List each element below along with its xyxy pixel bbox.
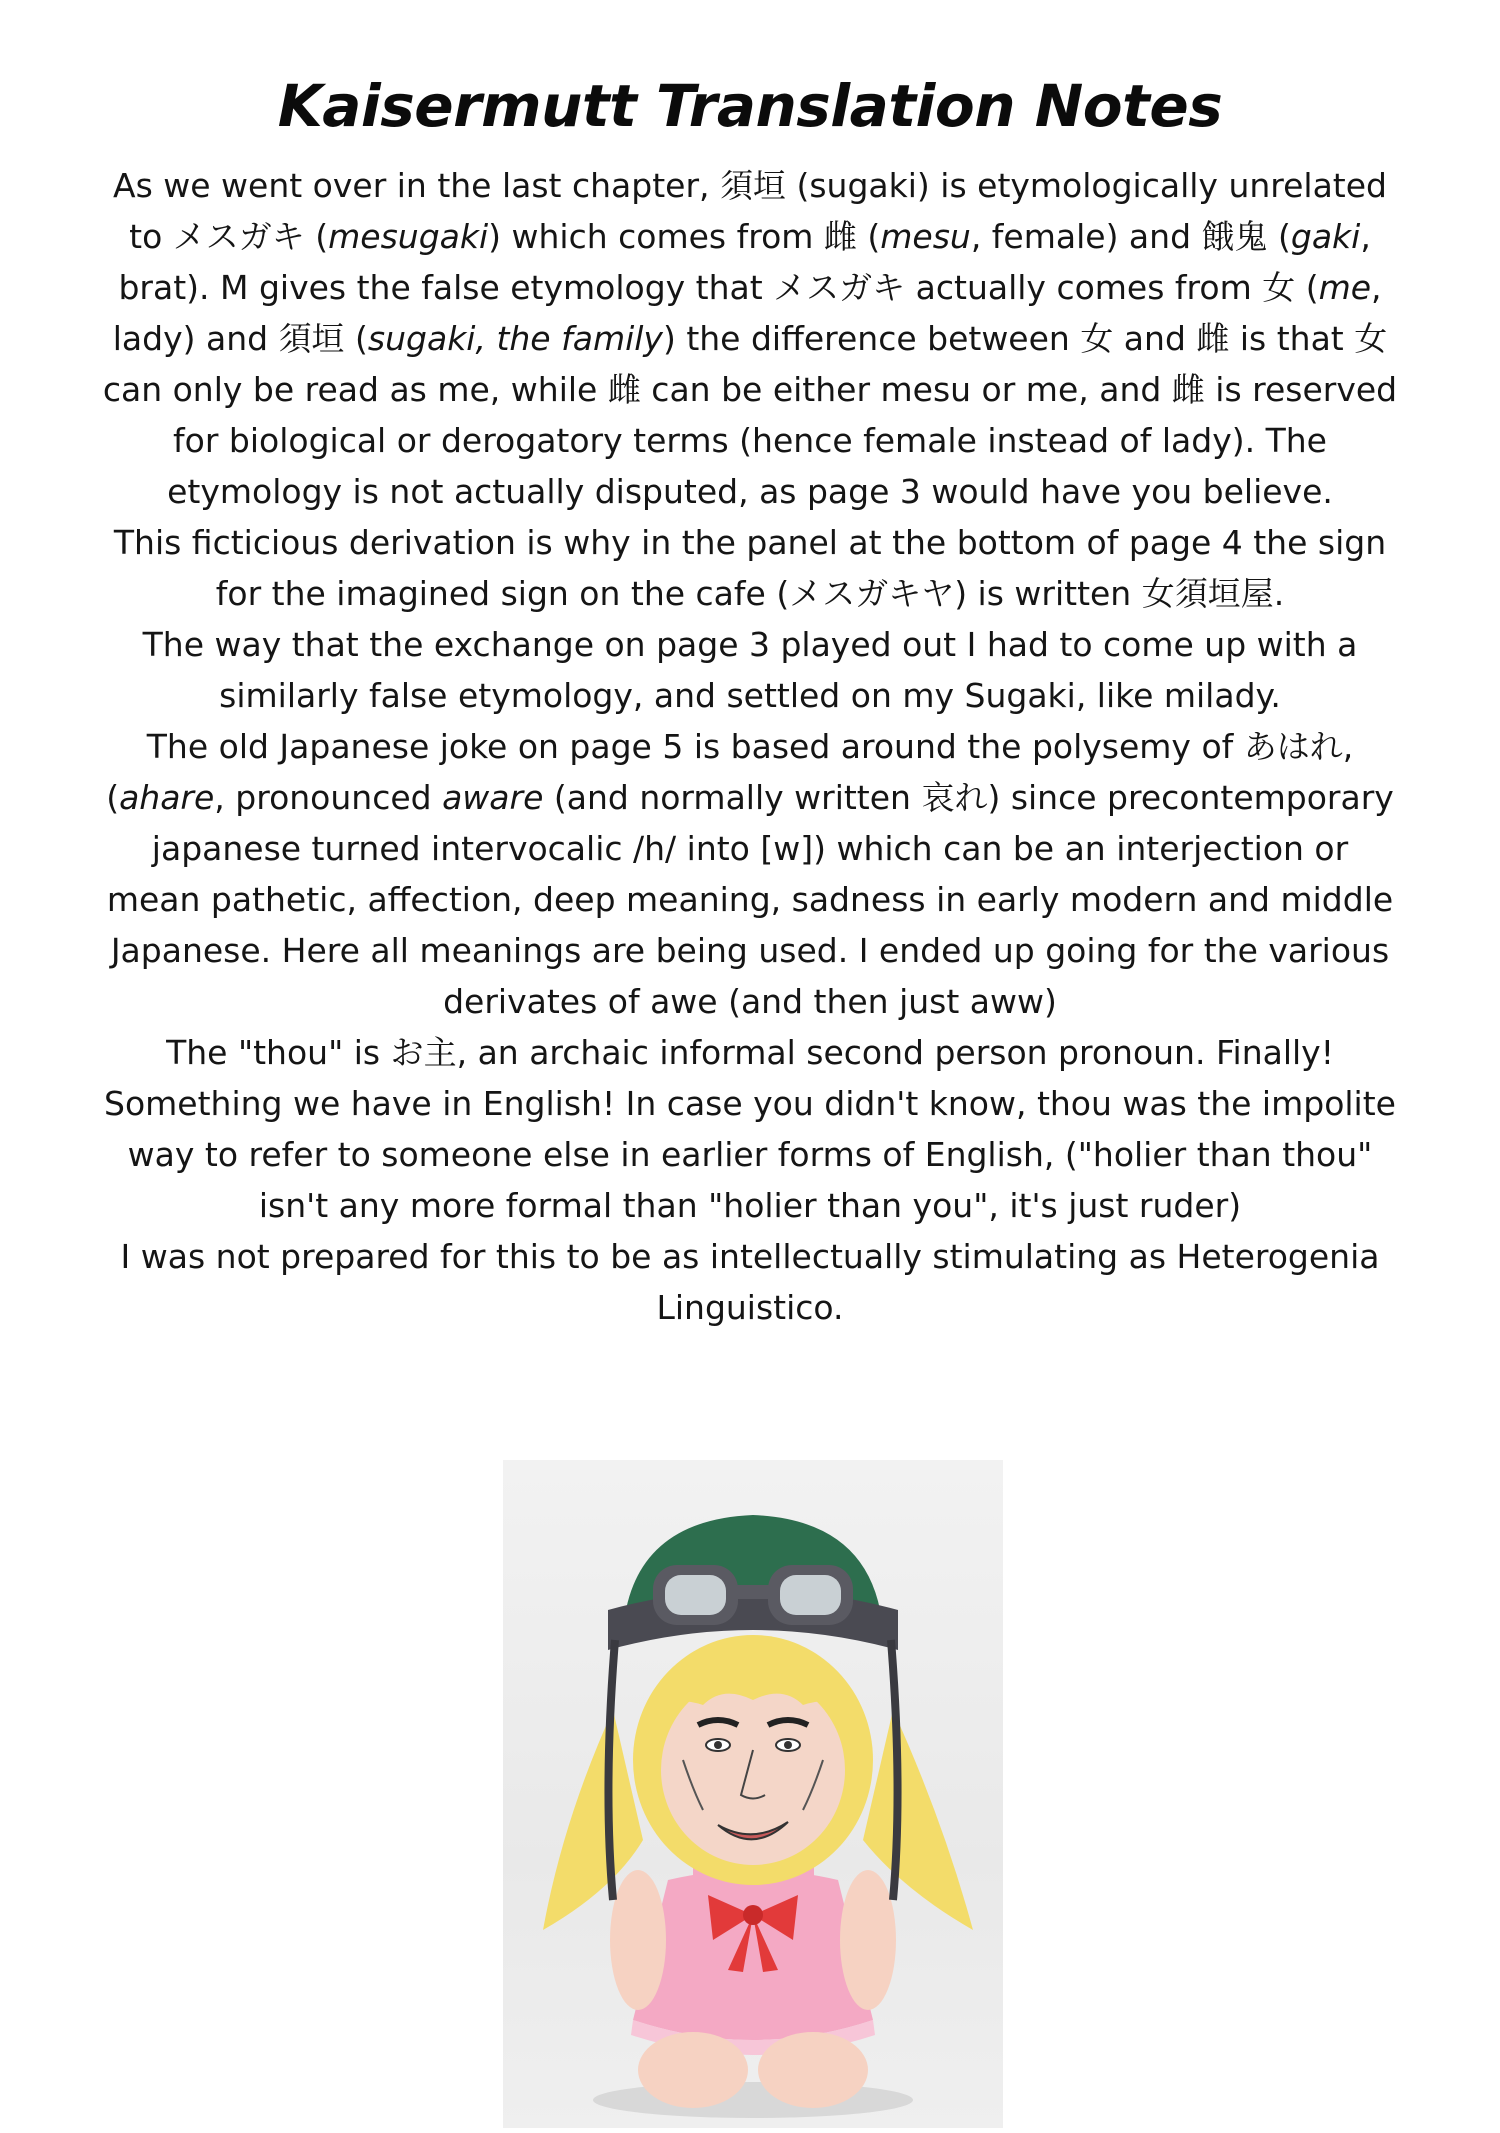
note-text-italic: mesu xyxy=(880,217,971,256)
note-text: As we went over in the last chapter, 須垣 (sugaki) is etymologically unrelated to メスガキ ( xyxy=(113,166,1387,256)
plush-doll-illustration xyxy=(503,1460,1003,2128)
note-text: , brat). M gives the false etymology that メスガキ actually comes from 女 ( xyxy=(118,217,1371,307)
note-text: , lady) and 須垣 ( xyxy=(112,268,1382,358)
note-text-italic: me xyxy=(1318,268,1372,307)
note-text-italic: aware xyxy=(442,778,544,817)
note-text-italic: sugaki, the family xyxy=(367,319,663,358)
note-text-italic: ahare xyxy=(119,778,215,817)
note-text: , pronounced xyxy=(214,778,443,817)
note-text: ) which comes from 雌 ( xyxy=(488,217,881,256)
note-text: , female) and 餓鬼 ( xyxy=(970,217,1291,256)
note-paragraph: This ficticious derivation is why in the panel at the bottom of page 4 the sign for the imagined sign on the cafe (メスガキヤ) is written 女須垣屋. xyxy=(113,523,1387,613)
note-text-italic: gaki xyxy=(1290,217,1361,256)
note-text: The old Japanese joke on page 5 is based around the polysemy of あはれ, ( xyxy=(106,727,1354,817)
plush-doll-photo xyxy=(503,1460,1003,2128)
note-text: (and normally written 哀れ) since precontemporary japanese turned intervocalic /h/ into [w]) which can be an interjection or mean pathetic, affection, deep meaning, sadness in early modern and middle Japanese. Here all meanings are being used. I ended up going for the various derivates of awe (and then just aww) xyxy=(106,778,1394,1021)
note-paragraph: The way that the exchange on page 3 played out I had to come up with a similarly false etymology, and settled on my Sugaki, like milady. xyxy=(142,625,1358,715)
note-text-italic: mesugaki xyxy=(328,217,489,256)
page-title: Kaisermutt Translation Notes xyxy=(277,72,1223,140)
translation-notes xyxy=(100,160,1400,1333)
note-paragraph: I was not prepared for this to be as intellectually stimulating as Heterogenia Linguistico. xyxy=(120,1237,1380,1327)
note-paragraph xyxy=(100,721,1400,1027)
note-paragraph xyxy=(100,160,1400,517)
note-paragraph: The "thou" is お主, an archaic informal second person pronoun. Finally! Something we have in English! In case you didn't know, thou was the impolite way to refer to someone else in earlier forms of English, ("holier than thou" isn't any more formal than "holier than you", it's just ruder) xyxy=(104,1033,1396,1225)
note-text: ) the difference between 女 and 雌 is that 女 can only be read as me, while 雌 can be either mesu or me, and 雌 is reserved for biological or derogatory terms (hence female instead of lady). The etymology is not actually disputed, as page 3 would have you believe. xyxy=(102,319,1398,511)
